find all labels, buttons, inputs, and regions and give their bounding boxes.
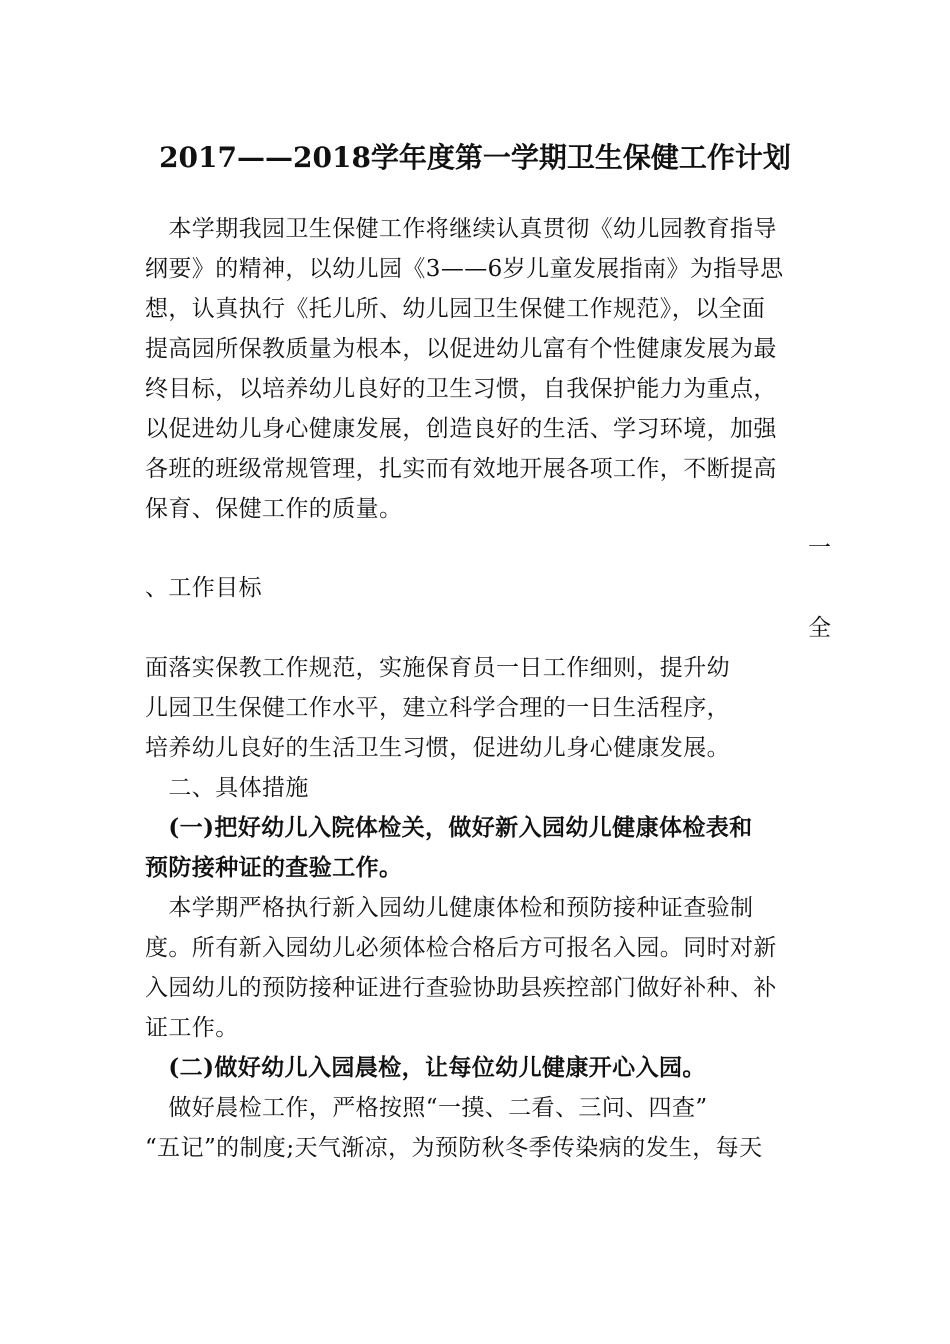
- goal-line: 面落实保教工作规范，实施保育员一日工作细则，提升幼: [145, 655, 730, 681]
- intro-line: 以促进幼儿身心健康发展，创造良好的生活、学习环境，加强: [145, 416, 777, 442]
- measure-heading: (二)做好幼儿入园晨检，让每位幼儿健康开心入园。: [145, 1054, 706, 1081]
- measure-body-line: “五记”的制度;天气渐凉，为预防秋冬季传染病的发生，每天: [145, 1135, 763, 1161]
- section-number-char: 一: [808, 535, 831, 561]
- measure-body-line: 做好晨检工作，严格按照“一摸、二看、三问、四查”: [145, 1095, 708, 1121]
- measure-heading: 预防接种证的查验工作。: [145, 854, 403, 881]
- intro-line: 本学期我园卫生保健工作将继续认真贯彻《幼儿园教育指导: [145, 216, 777, 242]
- section-heading-goals: 、工作目标: [145, 575, 262, 601]
- intro-line: 纲要》的精神，以幼儿园《3——6岁儿童发展指南》为指导思: [145, 256, 784, 282]
- measure-body-line: 证工作。: [145, 1015, 239, 1041]
- intro-line: 想，认真执行《托儿所、幼儿园卫生保健工作规范》，以全面: [145, 296, 766, 322]
- intro-line: 保育、保健工作的质量。: [145, 496, 403, 522]
- measure-body-line: 本学期严格执行新入园幼儿健康体检和预防接种证查验制: [145, 895, 754, 921]
- measure-body-line: 度。所有新入园幼儿必须体检合格后方可报名入园。同时对新: [145, 935, 777, 961]
- goal-line: 培养幼儿良好的生活卫生习惯，促进幼儿身心健康发展。: [145, 735, 730, 761]
- section-heading-measures: 二、具体措施: [145, 775, 309, 801]
- goal-first-char: 全: [808, 615, 831, 641]
- intro-line: 终目标，以培养幼儿良好的卫生习惯，自我保护能力为重点，: [145, 376, 777, 402]
- measure-heading: (一)把好幼儿入院体检关，做好新入园幼儿健康体检表和: [145, 814, 753, 841]
- intro-line: 提高园所保教质量为根本，以促进幼儿富有个性健康发展为最: [145, 336, 777, 362]
- measure-body-line: 入园幼儿的预防接种证进行查验协助县疾控部门做好补种、补: [145, 975, 777, 1001]
- document-title: 2017——2018学年度第一学期卫生保健工作计划: [159, 141, 791, 174]
- intro-line: 各班的班级常规管理，扎实而有效地开展各项工作，不断提高: [145, 456, 777, 482]
- goal-line: 儿园卫生保健工作水平，建立科学合理的一日生活程序，: [145, 695, 730, 721]
